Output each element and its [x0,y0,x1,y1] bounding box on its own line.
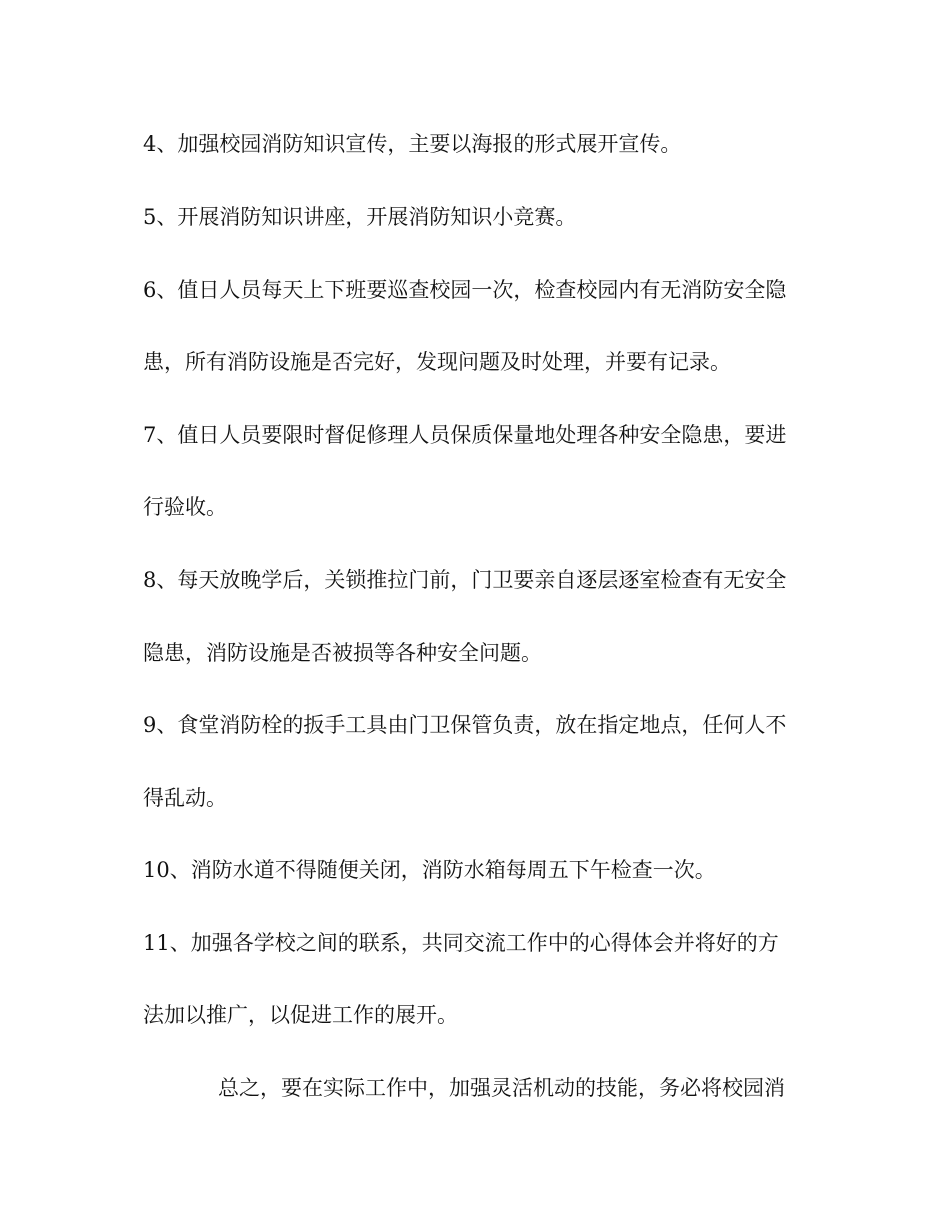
text-line-conclusion: 总之，要在实际工作中，加强灵活机动的技能，务必将校园消 [218,1076,785,1100]
text-line-item-8: 8、每天放晚学后，关锁推拉门前，门卫要亲自逐层逐室检查有无安全 [143,568,787,592]
text-line-item-4: 4、加强校园消防知识宣传，主要以海报的形式展开宣传。 [143,132,682,156]
text-line-item-5: 5、开展消防知识讲座，开展消防知识小竞赛。 [143,205,577,229]
text-line-item-6-cont: 患，所有消防设施是否完好，发现问题及时处理，并要有记录。 [143,350,731,374]
text-line-item-7-cont: 行验收。 [143,495,227,519]
text-line-item-9-cont: 得乱动。 [143,786,227,810]
text-line-item-10: 10、消防水道不得随便关闭，消防水箱每周五下午检查一次。 [143,858,716,882]
text-line-item-11: 11、加强各学校之间的联系，共同交流工作中的心得体会并将好的方 [143,931,779,955]
text-line-item-7: 7、值日人员要限时督促修理人员保质保量地处理各种安全隐患，要进 [143,423,787,447]
text-line-item-11-cont: 法加以推广，以促进工作的展开。 [143,1003,458,1027]
text-line-item-8-cont: 隐患，消防设施是否被损等各种安全问题。 [143,641,542,665]
text-line-item-9: 9、食堂消防栓的扳手工具由门卫保管负责，放在指定地点，任何人不 [143,713,787,737]
text-line-item-6: 6、值日人员每天上下班要巡查校园一次，检查校园内有无消防安全隐 [143,278,787,302]
